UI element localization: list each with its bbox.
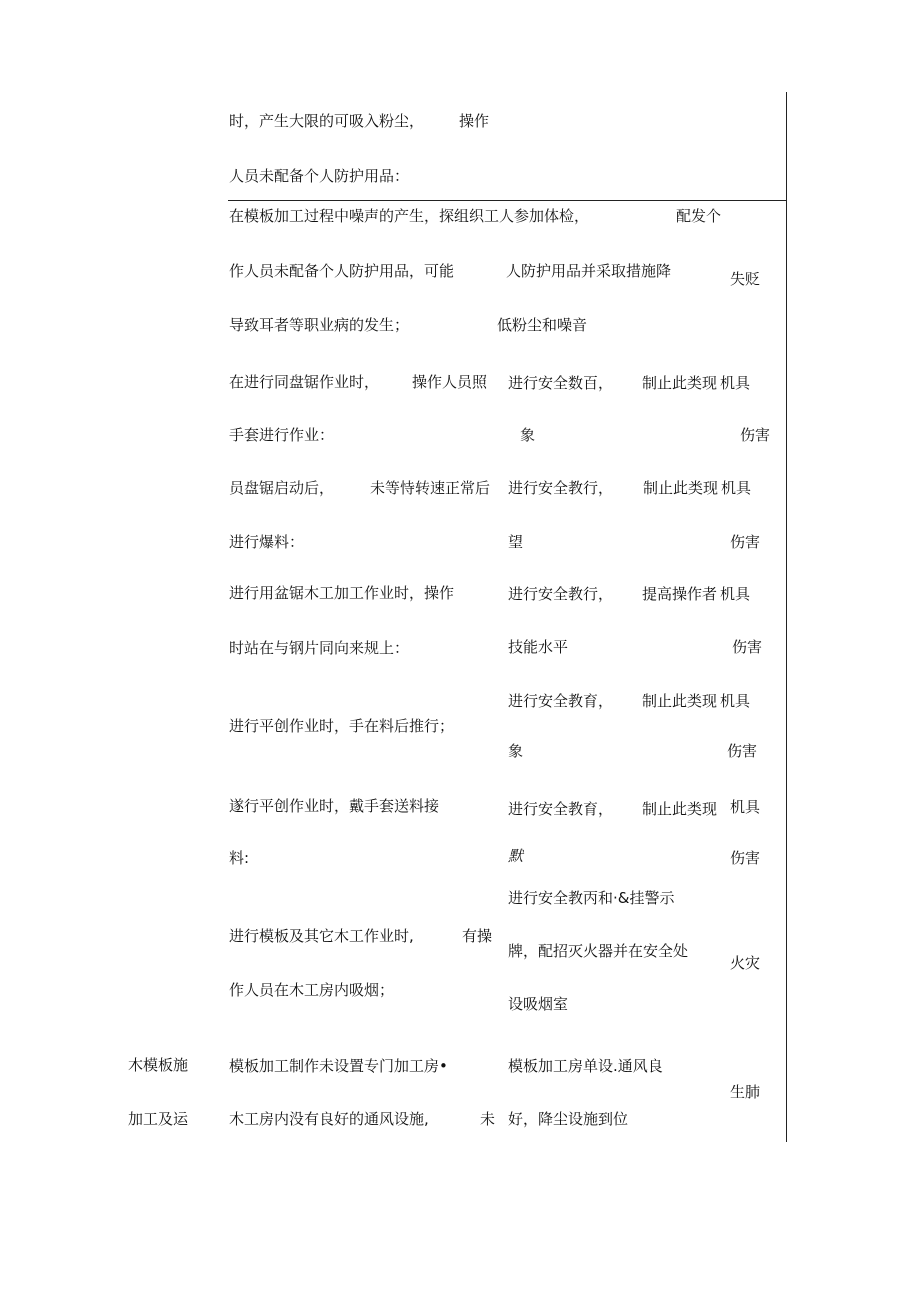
consequence-text: 伤害 — [730, 849, 761, 867]
measure-text: 进行安全教行， — [508, 585, 614, 603]
hazard-text: 进行用盆锯木工加工作业时，操作 — [229, 584, 455, 602]
consequence-text: 失贬 — [730, 270, 761, 288]
consequence-text: 机具 — [720, 585, 751, 603]
work-item-text: 木模板施 — [128, 1056, 189, 1074]
consequence-text: 机具 — [720, 692, 751, 710]
measure-text: 配发个 — [676, 207, 722, 225]
hazard-text: 人员未配备个人防护用品： — [229, 167, 410, 185]
hazard-text: 木工房内没有良好的通风设施, — [229, 1110, 429, 1128]
measure-text: 进行安全教育， — [508, 800, 614, 818]
measure-text: 默 — [508, 847, 524, 865]
measure-text: 模板加工房单设.通风良 — [508, 1057, 663, 1075]
measure-text: 象 — [520, 426, 536, 444]
hazard-text: 时，产生大限的可吸入粉尘， — [229, 112, 425, 130]
measure-text: 制止此类现 — [642, 692, 718, 710]
consequence-text: 火灾 — [730, 954, 761, 972]
consequence-text: 伤害 — [732, 638, 763, 656]
measure-text: 人防护用品并采取措施降 — [506, 262, 672, 280]
measure-text: 制止此类现 — [642, 374, 718, 392]
consequence-text: 机具 — [730, 798, 761, 816]
hazard-text: 操作 — [459, 112, 490, 130]
measure-text: 制止此类现 — [642, 800, 718, 818]
measure-text: 好，降尘设施到位 — [508, 1110, 629, 1128]
measure-text: 象 — [508, 742, 524, 760]
consequence-text: 生肺 — [730, 1083, 761, 1101]
measure-text: 牌，配招灭火器并在安全处 — [508, 942, 689, 960]
consequence-text: 伤害 — [730, 533, 761, 551]
hazard-text: 进行模板及其它木工作业时, — [229, 927, 414, 945]
consequence-text: 伤害 — [740, 426, 771, 444]
row-divider — [228, 200, 786, 201]
hazard-text: 遂行平创作业时，戴手套送料接 — [229, 797, 440, 815]
work-item-text: 加工及运 — [128, 1110, 189, 1128]
measure-text: 望 — [508, 533, 524, 551]
hazard-text: 作人员在木工房内吸烟； — [229, 981, 395, 999]
consequence-text: 机具 — [720, 374, 751, 392]
hazard-text: 导致耳者等职业病的发生； — [229, 316, 410, 334]
hazard-text: 在模板加工过程中噪声的产生，探组织工人参加体检， — [229, 207, 590, 225]
measure-text: 设吸烟室 — [508, 995, 569, 1013]
hazard-text: 料: — [229, 849, 250, 867]
hazard-text: 在进行同盘锯作业时， — [229, 373, 380, 391]
hazard-text: 员盘锯启动后， — [229, 479, 335, 497]
hazard-text: 作人员未配备个人防护用品，可能 — [229, 262, 455, 280]
hazard-text: 时站在与钢片同向来规上： — [229, 639, 410, 657]
hazard-text: 操作人员照 — [412, 373, 488, 391]
hazard-text: 模板加工制作未设置专门加工房• — [229, 1057, 448, 1075]
table-right-border — [786, 92, 787, 1142]
consequence-text: 机具 — [721, 479, 752, 497]
hazard-text: 有操 — [462, 927, 493, 945]
hazard-text: 进行平创作业时，手在料后推行； — [229, 717, 455, 735]
hazard-text: 未 — [480, 1110, 496, 1128]
measure-text: 制止此类现 — [643, 479, 719, 497]
hazard-text: 未等恃转速正常后 — [370, 479, 491, 497]
measure-text: 进行安全数百， — [508, 374, 614, 392]
consequence-text: 伤害 — [727, 742, 758, 760]
hazard-text: 手套进行作业： — [229, 426, 335, 444]
measure-text: 技能水平 — [508, 638, 569, 656]
measure-text: 提高操作者 — [642, 585, 718, 603]
measure-text: 进行安全教丙和·&挂警示 — [508, 889, 675, 907]
measure-text: 进行安全教行， — [508, 479, 614, 497]
hazard-text: 进行爆料： — [229, 533, 305, 551]
measure-text: 低粉尘和噪音 — [497, 316, 588, 334]
measure-text: 进行安全教育， — [508, 692, 614, 710]
